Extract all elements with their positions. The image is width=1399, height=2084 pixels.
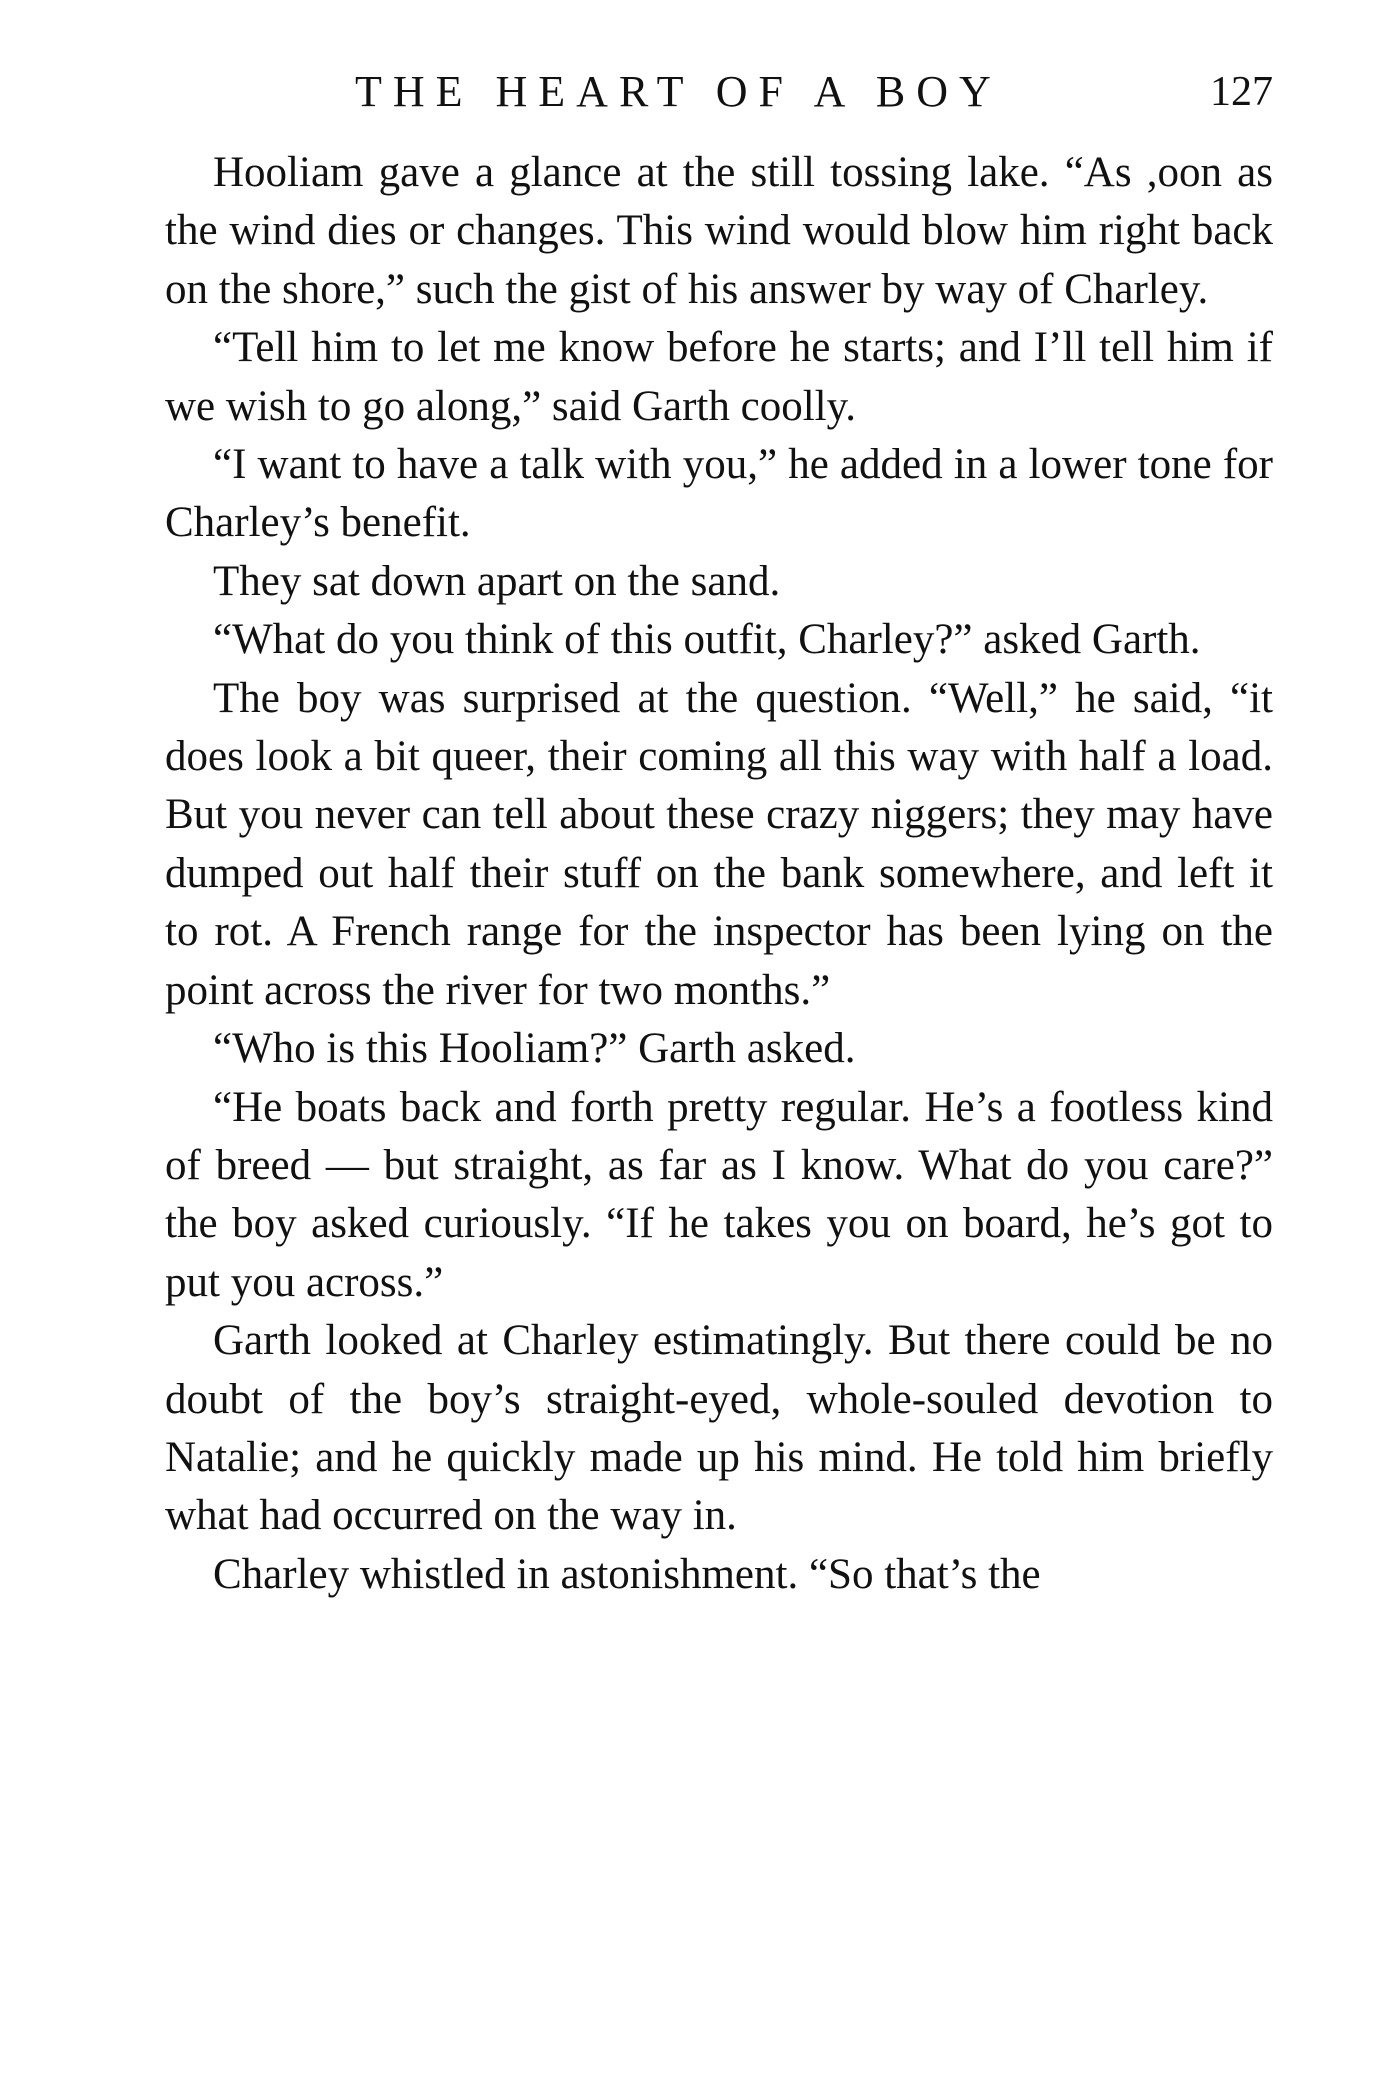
body-text (165, 144, 1273, 1604)
paragraph: “Who is this Hooliam?” Garth asked. (213, 1025, 856, 1073)
paragraph: “He boats back and forth pretty regular. He’s a footless kind of breed — but straight, as far as I know. What do you care?” the boy asked curiously. “If he takes you on board, he’s got to put you across.” (165, 1083, 1273, 1306)
paragraph: Charley whistled in astonishment. “So that’s the (213, 1550, 1041, 1598)
paragraph: They sat down apart on the sand. (213, 557, 781, 605)
paragraph: “What do you think of this outfit, Charley?” asked Garth. (213, 616, 1201, 664)
running-head (165, 62, 1273, 122)
page-number: 127 (1210, 69, 1273, 115)
running-title: THE HEART OF A BOY (355, 67, 1002, 116)
paragraph: “I want to have a talk with you,” he added in a lower tone for Charley’s benefit. (165, 441, 1273, 547)
paragraph: The boy was surprised at the question. “Well,” he said, “it does look a bit queer, their coming all this way with half a load. But you never can tell about these crazy niggers; they may have dumped out half their stuff on the bank somewhere, and left it to rot. A French range for the inspector has been lying on the point across the river for two months.” (165, 674, 1273, 1014)
paragraph: “Tell him to let me know before he starts; and I’ll tell him if we wish to go along,” said Garth coolly. (165, 324, 1273, 430)
paragraph: Hooliam gave a glance at the still tossing lake. “As ,oon as the wind dies or changes. This wind would blow him right back on the shore,” such the gist of his answer by way of Charley. (165, 149, 1273, 313)
paragraph: Garth looked at Charley estimatingly. But there could be no doubt of the boy’s straight-eyed, whole-souled devotion to Natalie; and he quickly made up his mind. He told him briefly what had occurred on the way in. (165, 1317, 1273, 1540)
